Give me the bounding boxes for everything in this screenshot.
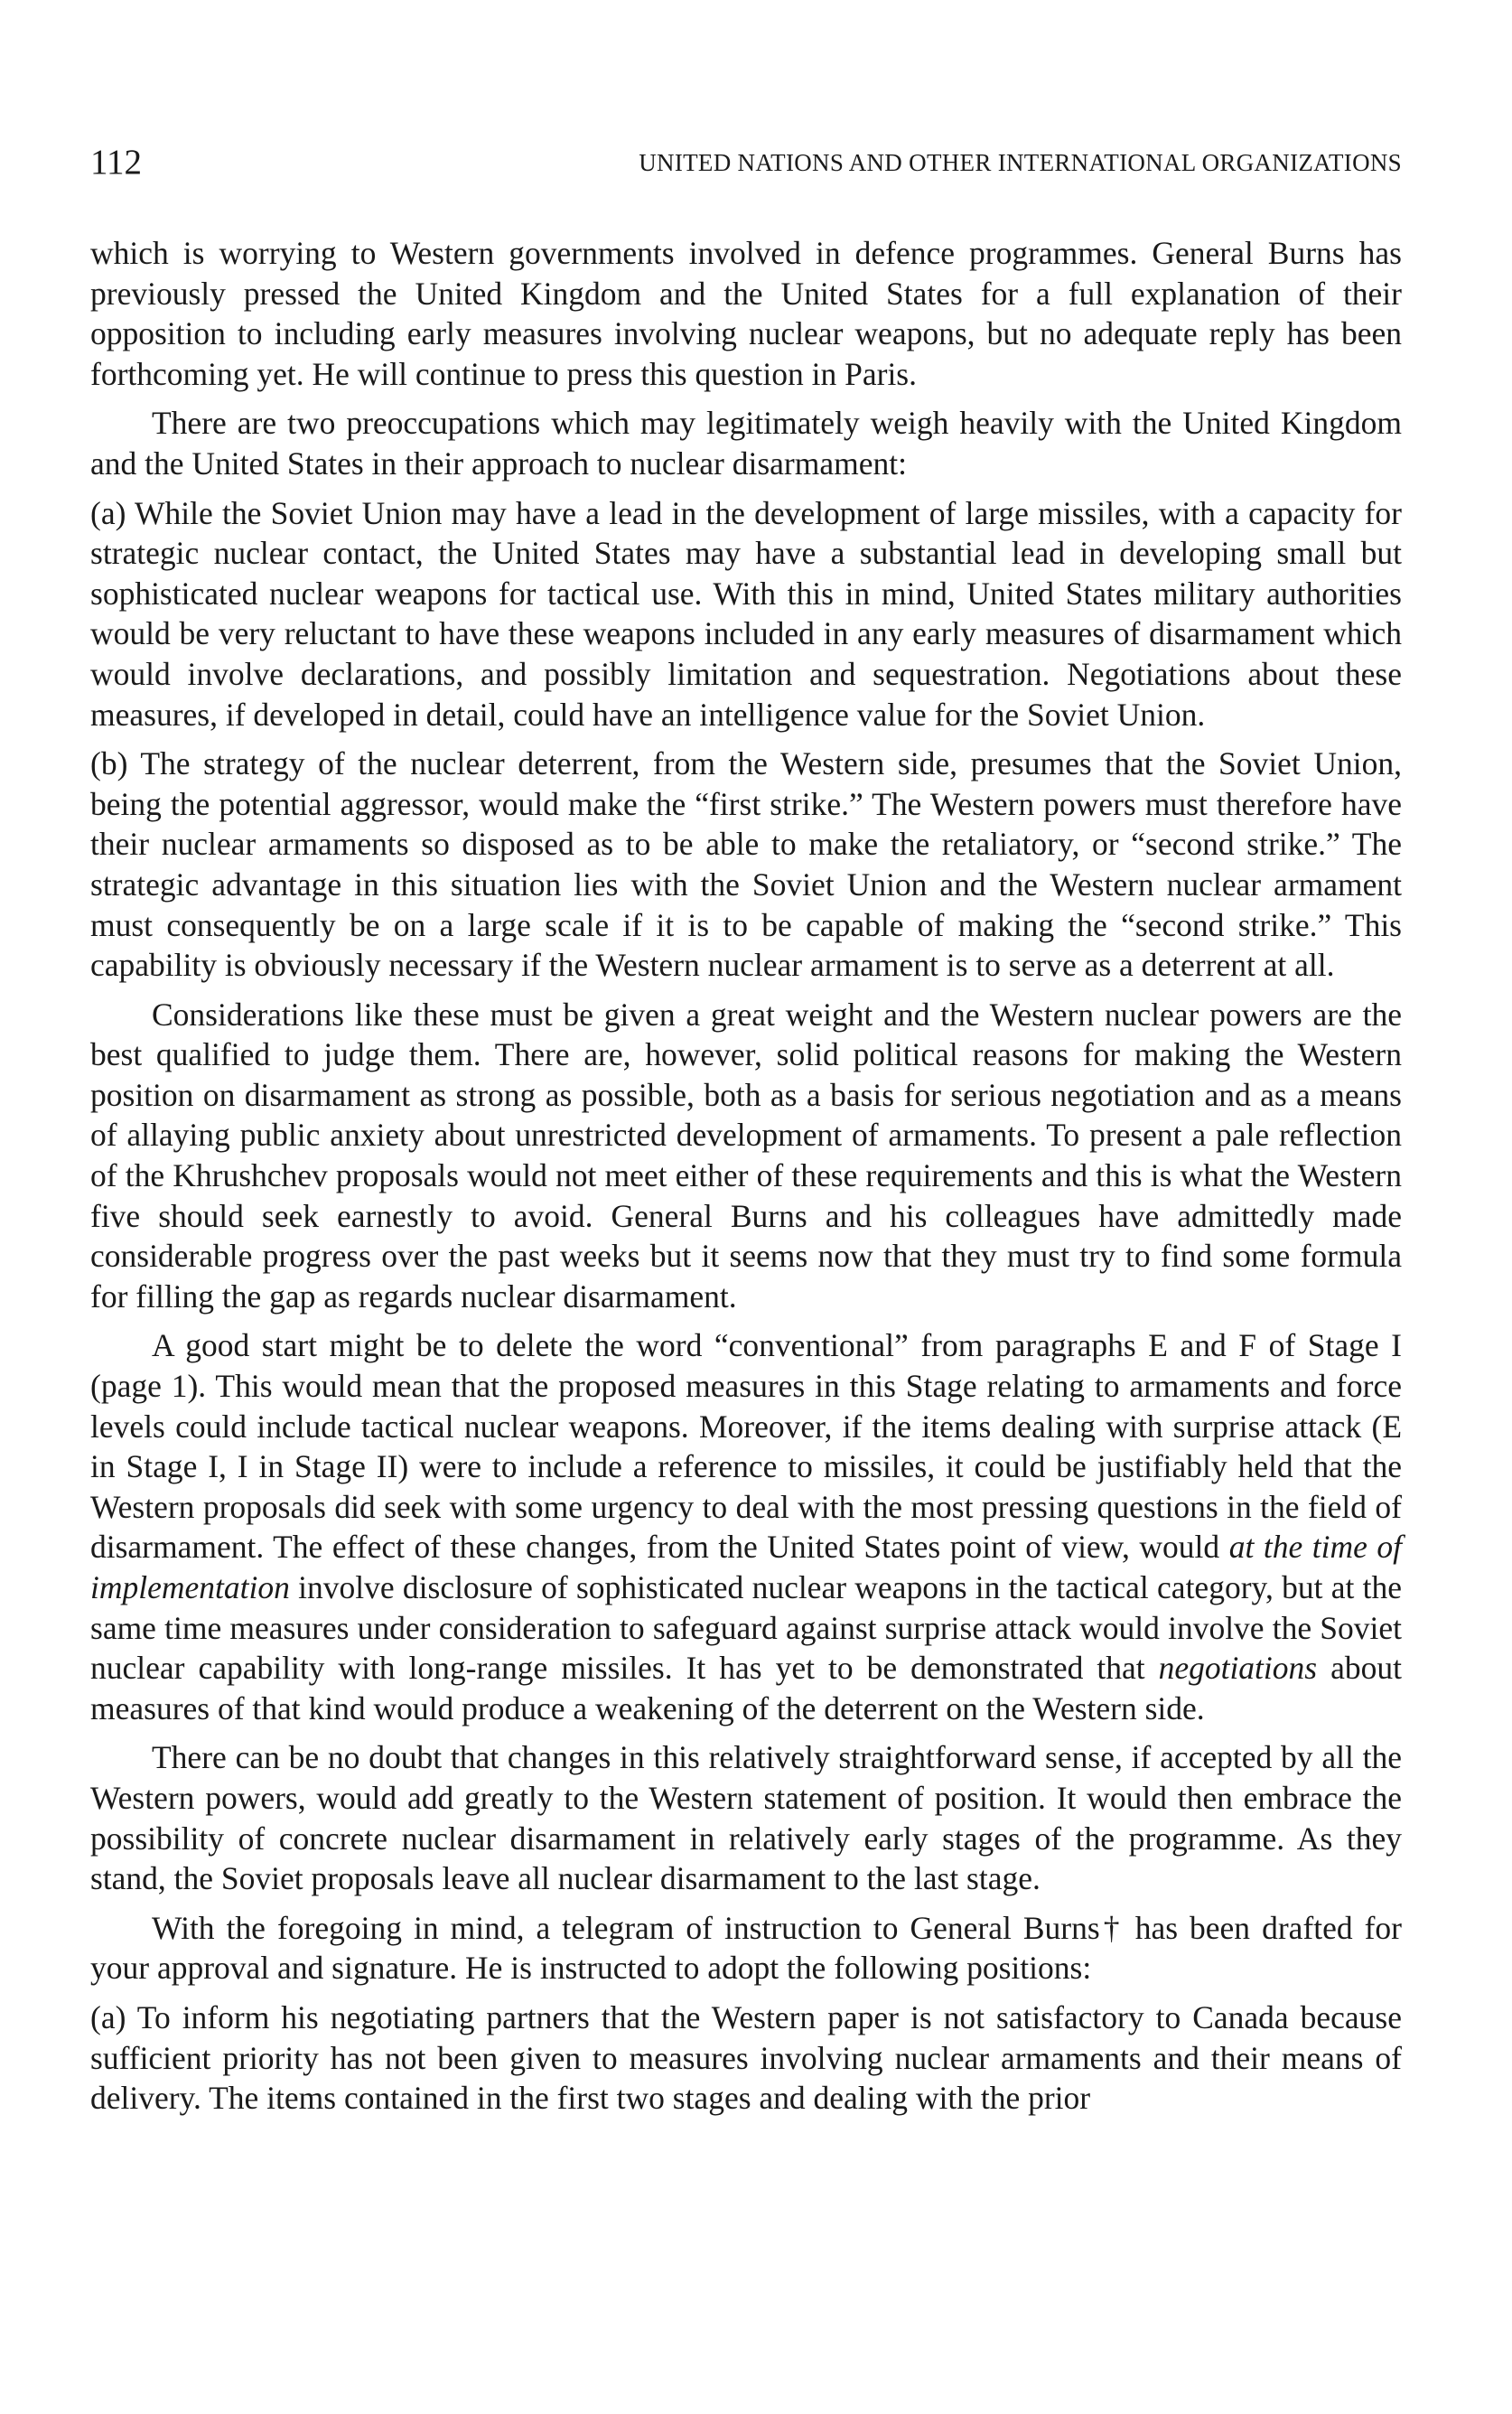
paragraph-6-text-c: about measures of that kind would produce a weakening of the deterrent on the Western side. (90, 1650, 1402, 1726)
running-head (90, 136, 1402, 190)
paragraph-6 (90, 1325, 1402, 1728)
paragraph-3-item-a: (a) While the Soviet Union may have a lead in the development of large missiles, with a capacity for strategic nuclear contact, the United States may have a substantial lead in developing small but sophisticated nuclear weapons for tactical use. With this in mind, United States military authorities would be very reluctant to have these weapons included in any early measures of disarmament which would involve declarations, and possibly limitation and sequestration. Negotiations about these measures, if developed in detail, could have an intelligence value for the Soviet Union. (90, 494, 1402, 733)
paragraph-6-text-a: A good start might be to delete the word “conventional” from paragraphs E and F of Stage I (page 1). This would mean that the proposed measures in this Stage relating to armaments and force levels could include tactical nuclear weapons. Moreover, if the items dealing with surprise attack (E in Stage I, I in Stage II) were to include a reference to missiles, it could be justifiably held that the Western proposals did seek with some urgency to deal with the most pressing questions in the field of disarmament. The effect of these changes, from the United States point of view, would (90, 1327, 1402, 1566)
paragraph-5: Considerations like these must be given a great weight and the Western nuclear powers are the best qualified to judge them. There are, however, solid political reasons for making the Western position on disarmament as strong as possible, both as a basis for serious negotiation and as a means of allaying public anxiety about unrestricted development of armaments. To present a pale reflection of the Khrushchev proposals would not meet either of these requirements and this is what the Western five should seek earnestly to avoid. General Burns and his colleagues have admittedly made considerable progress over the past weeks but it seems now that they must try to find some formula for filling the gap as regards nuclear disarmament. (90, 996, 1402, 1315)
paragraph-6-emphasis-1: at the time of implementation (90, 1529, 1403, 1605)
document-page (90, 136, 1402, 2128)
paragraph-6-text-b: involve disclosure of sophisticated nuclear weapons in the tactical category, but at the same time measures under consideration to safeguard against surprise attack would involve the Soviet nuclear capability with long-range missiles. It has yet to be demonstrated that (90, 1569, 1402, 1687)
paragraph-1: which is worrying to Western governments involved in defence programmes. General Burns has previously pressed the United Kingdom and the United States for a full explanation of their opposition to including early measures involving nuclear weapons, but no adequate reply has been forthcoming yet. He will continue to press this question in Paris. (90, 235, 1402, 392)
paragraph-9-item-a: (a) To inform his negotiating partners that the Western paper is not satisfactory to Canada because sufficient priority has not been given to measures involving nuclear armaments and their means of delivery. The items contained in the first two stages and dealing with the prior (90, 1998, 1402, 2117)
body-text (90, 233, 1402, 2119)
paragraph-6-emphasis-2: negotiations (1158, 1650, 1318, 1687)
paragraph-7: There can be no doubt that changes in this relatively straightforward sense, if accepted by all the Western powers, would add greatly to the Western statement of position. It would then embrace the possibility of concrete nuclear disarmament in relatively early stages of the programme. As they stand, the Soviet proposals leave all nuclear disarmament to the last stage. (90, 1739, 1402, 1897)
paragraph-8: With the foregoing in mind, a telegram of instruction to General Burns† has been drafted for your approval and signature. He is instructed to adopt the following positions: (90, 1909, 1402, 1987)
paragraph-4-item-b: (b) The strategy of the nuclear deterrent, from the Western side, presumes that the Soviet Union, being the potential aggressor, would make the “first strike.” The Western powers must therefore have their nuclear armaments so disposed as to be able to make the retaliatory, or “second strike.” The strategic advantage in this situation lies with the Soviet Union and the Western nuclear armament must consequently be on a large scale if it is to be capable of making the “second strike.” This capability is obviously necessary if the Western nuclear armament is to serve as a deterrent at all. (90, 745, 1402, 984)
page-number: 112 (90, 143, 143, 182)
running-title: UNITED NATIONS AND OTHER INTERNATIONAL ORGANIZATIONS (639, 149, 1402, 176)
paragraph-2: There are two preoccupations which may legitimately weigh heavily with the United Kingdom and the United States in their approach to nuclear disarmament: (90, 405, 1402, 482)
